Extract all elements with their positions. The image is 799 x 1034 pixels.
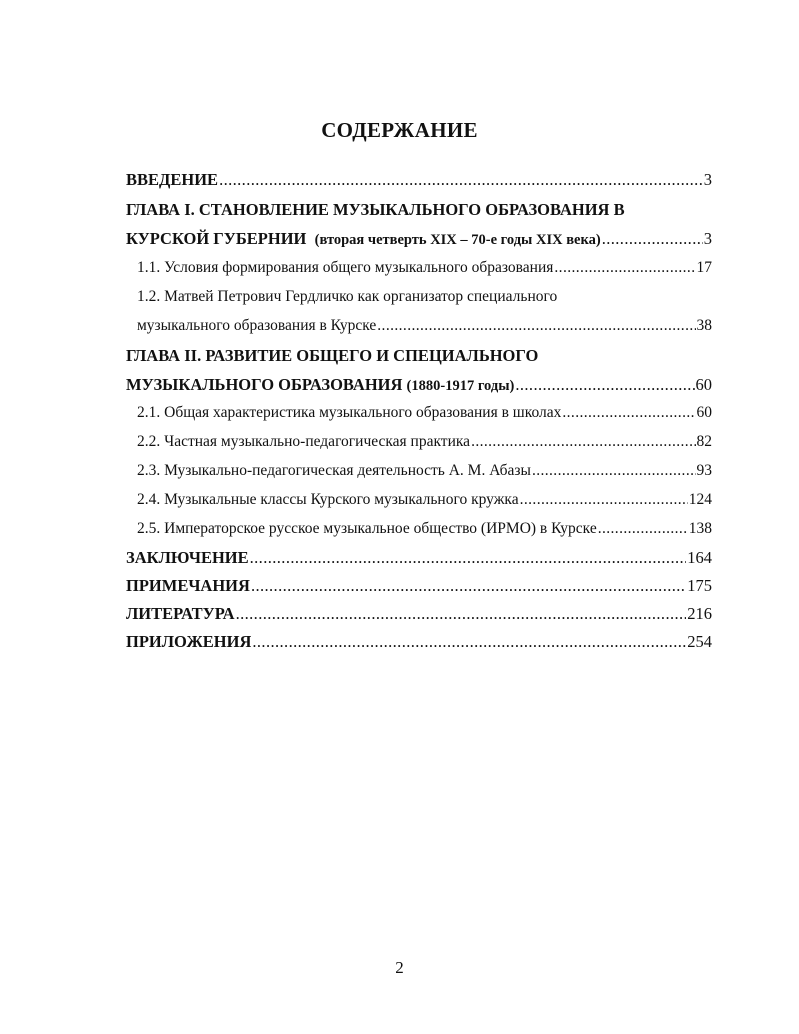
toc-entry-section-2-4[interactable] (137, 491, 712, 519)
toc-entry-page: 60 (696, 404, 712, 421)
dot-leader (532, 462, 696, 480)
toc-entry-title: ГЛАВА I. СТАНОВЛЕНИЕ МУЗЫКАЛЬНОГО ОБРАЗОВАНИЯ В (126, 200, 625, 219)
toc-entry-section-1-2-line-1[interactable] (137, 288, 712, 316)
toc-entry-page: 93 (696, 462, 712, 479)
dot-leader (520, 491, 688, 509)
dot-leader (252, 632, 686, 652)
toc-entry-title: ЗАКЛЮЧЕНИЕ (126, 548, 249, 567)
toc-entry-page: 3 (703, 170, 712, 189)
toc-entry-title: 2.1. Общая характеристика музыкального образования в школах (137, 404, 562, 421)
toc-entry-title: ВВЕДЕНИЕ (126, 170, 219, 189)
toc-entry-page: 138 (688, 520, 712, 537)
toc-entry-title: ПРИЛОЖЕНИЯ (126, 632, 252, 651)
toc-entry-appendices[interactable] (126, 632, 712, 660)
dot-leader (377, 317, 695, 335)
toc-entry-conclusion[interactable] (126, 548, 712, 576)
toc-entry-introduction[interactable] (126, 170, 712, 198)
dot-leader (598, 520, 688, 538)
dot-leader (602, 229, 703, 249)
toc-entry-title: 2.5. Императорское русское музыкальное общество (ИРМО) в Курске (137, 520, 597, 537)
dot-leader (236, 604, 687, 624)
toc-entry-page: 38 (696, 317, 712, 334)
toc-entry-title: ГЛАВА II. РАЗВИТИЕ ОБЩЕГО И СПЕЦИАЛЬНОГО (126, 346, 539, 365)
toc-entry-title: 1.1. Условия формирования общего музыкального образования (137, 259, 554, 276)
toc-entry-section-1-2-line-2[interactable] (137, 317, 712, 345)
toc-entry-page: 3 (703, 229, 712, 248)
toc-entry-title: 2.4. Музыкальные классы Курского музыкального кружка (137, 491, 519, 508)
dot-leader (219, 170, 703, 190)
toc-entry-title: МУЗЫКАЛЬНОГО ОБРАЗОВАНИЯ (126, 375, 403, 394)
toc-entry-page: 175 (687, 576, 712, 595)
toc-entry-section-2-5[interactable] (137, 520, 712, 548)
toc-entry-notes[interactable] (126, 576, 712, 604)
dot-leader (250, 548, 687, 568)
toc-entry-chapter-2-line-1[interactable] (126, 346, 712, 374)
page-title: СОДЕРЖАНИЕ (321, 118, 478, 142)
toc-entry-title: 2.3. Музыкально-педагогическая деятельность А. М. Абазы (137, 462, 531, 479)
toc-entry-title: ЛИТЕРАТУРА (126, 604, 235, 623)
dot-leader (515, 375, 694, 395)
toc-entry-title: 2.2. Частная музыкально-педагогическая практика (137, 433, 471, 450)
toc-entry-page: 60 (695, 375, 712, 394)
dot-leader (471, 433, 695, 451)
toc-entry-page: 82 (696, 433, 712, 450)
toc-entry-title: КУРСКОЙ ГУБЕРНИИ (126, 229, 307, 248)
toc-entry-page: 254 (687, 632, 712, 651)
toc-entry-section-1-1[interactable] (137, 259, 712, 287)
toc-entry-section-2-1[interactable] (137, 404, 712, 432)
toc-entry-chapter-2-line-2[interactable] (126, 375, 712, 403)
dot-leader (562, 404, 695, 422)
toc-entry-title: музыкального образования в Курске (137, 317, 377, 334)
page-number: 2 (395, 958, 404, 977)
toc-entry-section-2-3[interactable] (137, 462, 712, 490)
dot-leader (554, 259, 695, 277)
toc-entry-subtitle: (1880-1917 годы) (406, 378, 515, 394)
toc-entry-title: ПРИМЕЧАНИЯ (126, 576, 250, 595)
toc-entry-page: 17 (696, 259, 712, 276)
dot-leader (251, 576, 686, 596)
toc-entry-literature[interactable] (126, 604, 712, 632)
toc-entry-section-2-2[interactable] (137, 433, 712, 461)
toc-entry-chapter-1-line-1[interactable] (126, 200, 712, 228)
toc-entry-page: 216 (687, 604, 712, 623)
toc-entry-title: 1.2. Матвей Петрович Гердличко как организатор специального (137, 288, 558, 305)
toc-entry-subtitle: (вторая четверть XIX – 70-е годы XIX века) (314, 232, 601, 248)
toc-entry-page: 124 (688, 491, 712, 508)
toc-entry-chapter-1-line-2[interactable] (126, 229, 712, 257)
toc-entry-page: 164 (687, 548, 712, 567)
